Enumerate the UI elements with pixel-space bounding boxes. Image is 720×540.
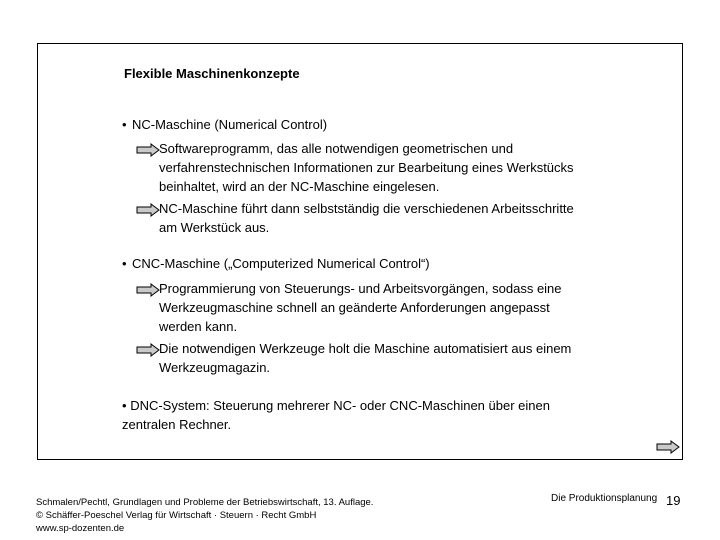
- chapter-label: Die Produktionsplanung: [551, 493, 658, 504]
- sub-line: verfahrenstechnischen Informationen zur Bearbeitung eines Werkstücks: [159, 160, 574, 175]
- bullet-dot: •: [122, 398, 127, 413]
- sub-item: [159, 339, 571, 377]
- sub-line: Werkzeugmagazin.: [159, 360, 271, 375]
- bullet-dot: •: [122, 256, 127, 271]
- footer-citation: [36, 496, 373, 535]
- slide-title: Flexible Maschinenkonzepte: [124, 66, 300, 81]
- copyright-line: © Schäffer-Poeschel Verlag für Wirtschaft · Steuern · Recht GmbH: [36, 510, 317, 521]
- sub-item: [159, 199, 574, 237]
- citation-line: Schmalen/Pechtl, Grundlagen und Probleme der Betriebswirtschaft, 13. Auflage.: [36, 497, 374, 508]
- bullet-text-cont: zentralen Rechner.: [122, 417, 232, 432]
- bullet-dot: •: [122, 117, 127, 132]
- sub-line: beinhaltet, wird an der NC-Maschine eingelesen.: [159, 179, 440, 194]
- bullet-cnc-machine: [122, 255, 430, 272]
- right-arrow-icon: [136, 203, 160, 217]
- sub-line: werden kann.: [159, 319, 238, 334]
- sub-item: [159, 139, 574, 196]
- right-arrow-icon: [136, 343, 160, 357]
- bullet-dnc-system: [122, 396, 550, 434]
- right-arrow-icon: [136, 143, 160, 157]
- bullet-text: CNC-Maschine („Computerized Numerical Control“): [132, 256, 430, 271]
- sub-item: [159, 279, 562, 336]
- page-number: 19: [666, 493, 681, 508]
- bullet-text: NC-Maschine (Numerical Control): [132, 117, 328, 132]
- sub-line: NC-Maschine führt dann selbstständig die verschiedenen Arbeitsschritte: [159, 201, 574, 216]
- sub-line: Die notwendigen Werkzeuge holt die Maschine automatisiert aus einem: [159, 341, 572, 356]
- bullet-text: DNC-System: Steuerung mehrerer NC- oder CNC-Maschinen über einen: [130, 398, 550, 413]
- sub-line: Werkzeugmaschine schnell an geänderte Anforderungen angepasst: [159, 300, 550, 315]
- next-slide-arrow-icon[interactable]: [656, 440, 680, 454]
- sub-line: am Werkstück aus.: [159, 220, 270, 235]
- bullet-nc-machine: [122, 116, 327, 133]
- sub-line: Softwareprogramm, das alle notwendigen geometrischen und: [159, 141, 514, 156]
- right-arrow-icon: [136, 283, 160, 297]
- sub-line: Programmierung von Steuerungs- und Arbeitsvorgängen, sodass eine: [159, 281, 562, 296]
- website-link[interactable]: www.sp-dozenten.de: [36, 523, 125, 534]
